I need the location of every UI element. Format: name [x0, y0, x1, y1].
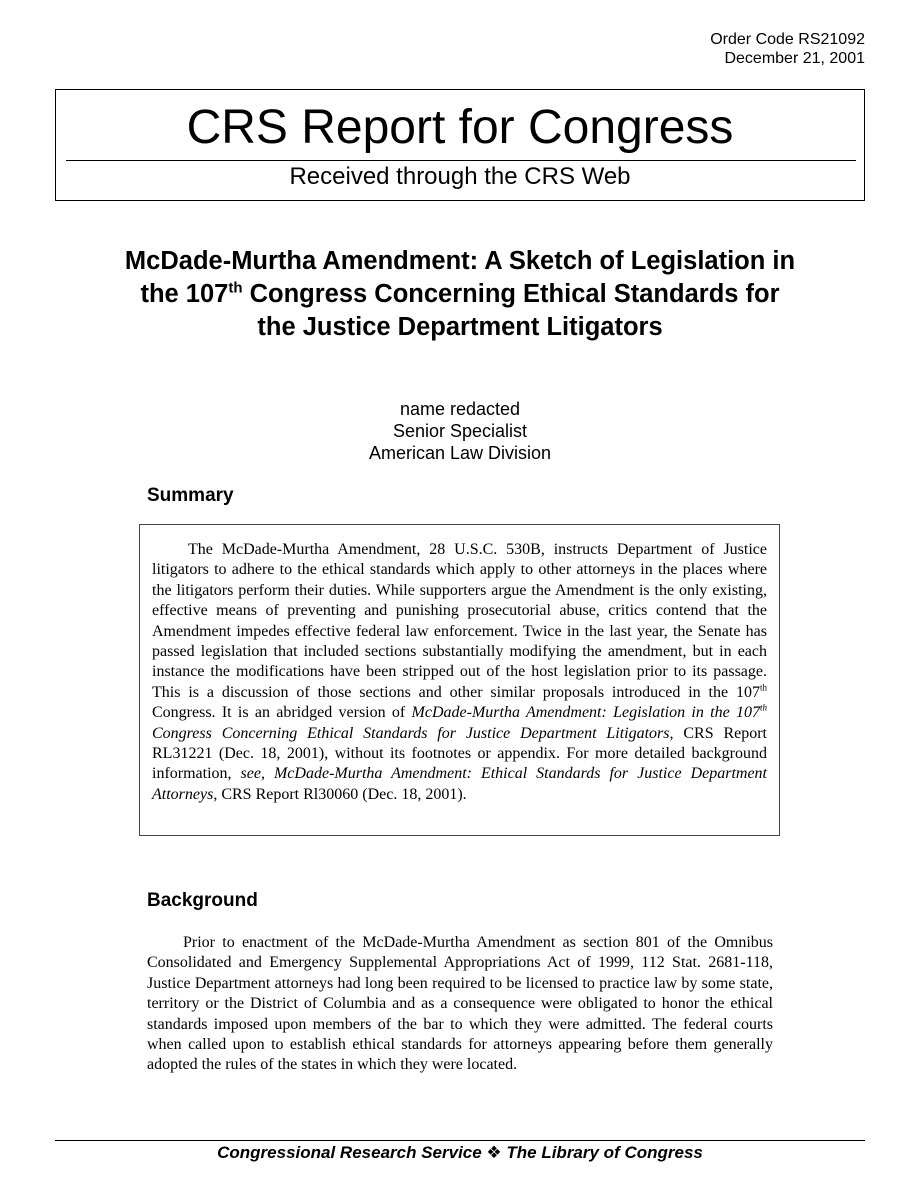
title-text-1: McDade-Murtha Amendment: A Sketch of Legislation in the 107	[124, 247, 796, 308]
summary-superscript-1: th	[759, 682, 767, 693]
title-text-2: Congress Concerning Ethical Standards for the Justice Department Litigators	[242, 280, 780, 341]
author-block	[0, 398, 920, 464]
report-banner	[55, 89, 865, 201]
summary-text-2: Congress. It is an abridged version of	[152, 704, 412, 722]
footer-divider	[55, 1140, 865, 1141]
summary-text-4: , CRS Report Rl30060 (Dec. 18, 2001).	[213, 785, 467, 803]
order-info	[710, 30, 865, 68]
title-superscript: th	[228, 279, 243, 297]
background-text	[147, 933, 773, 1076]
banner-divider	[66, 160, 856, 161]
author-division: American Law Division	[368, 443, 552, 463]
summary-text-3: , CRS Report RL31221 (Dec. 18, 2001), without its footnotes or appendix. For more detailed background information,	[152, 724, 767, 783]
background-paragraph: Prior to enactment of the McDade-Murtha Amendment as section 801 of the Omnibus Consolidated and Emergency Supplemental Appropriations Act of 1999, 112 Stat. 2681-118, Justice Department attorneys had long been required to be licensed to practice law by some state, territory or the District of Columbia and as a consequence were obligated to honor the ethical standards imposed upon members of the bar to which they were admitted. The federal courts when called upon to establish ethical standards for attorneys appearing before them generally adopted the rules of the states in which they were located.	[147, 934, 773, 1074]
document-title	[120, 245, 800, 344]
summary-superscript-2: th	[759, 702, 767, 713]
summary-citation-2: see, McDade-Murtha Amendment: Ethical Standards for Justice Department Attorneys	[152, 765, 767, 803]
author-name: name redacted	[399, 399, 521, 419]
footer-text: Congressional Research Service ❖ The Library of Congress	[217, 1143, 703, 1162]
summary-text	[152, 540, 767, 805]
order-code: Order Code RS21092	[710, 31, 865, 48]
background-heading: Background	[147, 890, 258, 911]
banner-subtitle: Received through the CRS Web	[289, 163, 631, 190]
summary-box	[139, 524, 780, 836]
summary-citation-1a: McDade-Murtha Amendment: Legislation in the 107	[411, 704, 760, 722]
summary-text-1: The McDade-Murtha Amendment, 28 U.S.C. 530B, instructs Department of Justice litigators to adhere to the ethical standards which apply to other attorneys in the places where the litigators perform their duties. While supporters argue the Amendment is the only existing, effective means of preventing and punishing prosecutorial abuse, critics contend that the Amendment impedes effective federal law enforcement. Twice in the last year, the Senate has passed legislation that included sections substantially modifying the amendment, but in each instance the modifications have been stripped out of the host legislation prior to its passage. This is a discussion of those sections and other similar proposals introduced in the 107	[152, 541, 767, 701]
summary-heading: Summary	[147, 485, 234, 506]
banner-title: CRS Report for Congress	[186, 101, 734, 154]
author-position: Senior Specialist	[392, 421, 528, 441]
summary-citation-1b: Congress Concerning Ethical Standards for Justice Department Litigators	[152, 724, 670, 742]
report-date: December 21, 2001	[724, 50, 865, 67]
summary-paragraph	[152, 540, 767, 805]
